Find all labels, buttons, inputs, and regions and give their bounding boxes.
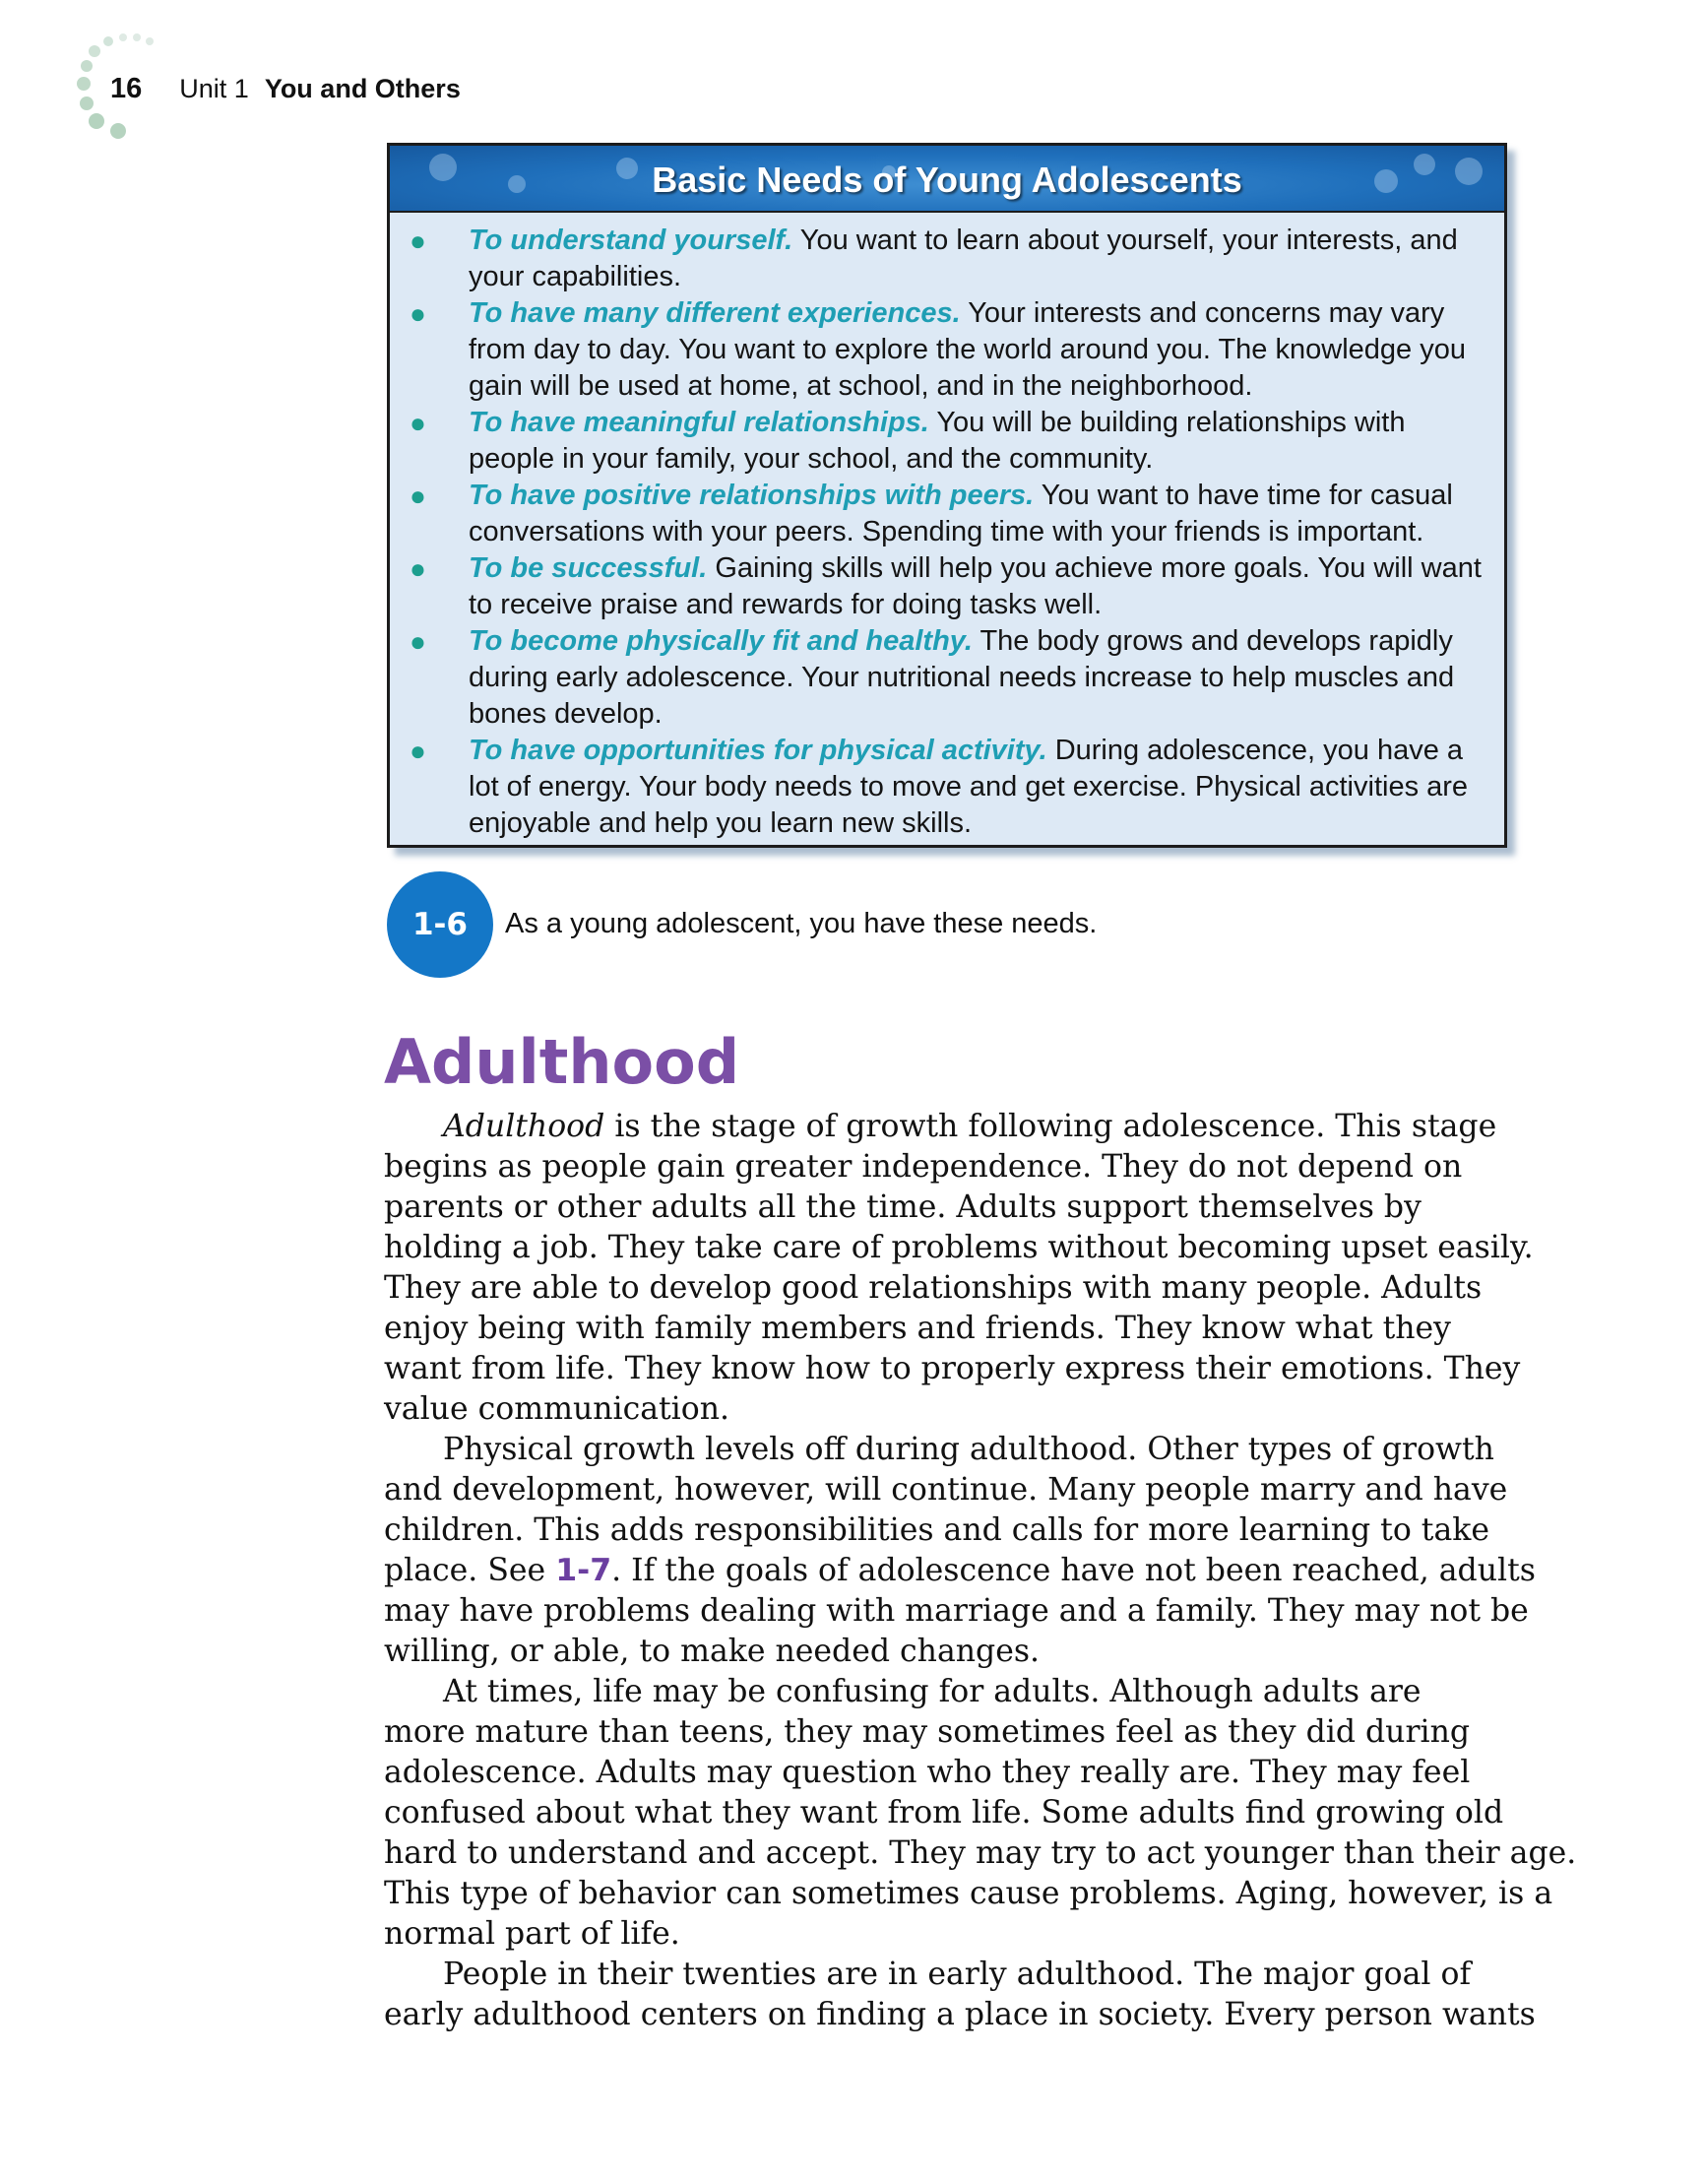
unit-label: Unit 1 (179, 74, 249, 103)
list-item: ● To have many different experiences. Your interests and concerns may vary from day to day. You want to explore the world around you. The knowledge you gain will be used at home, at school, and in the neighborhood. (410, 297, 1466, 402)
feature-box-title: Basic Needs of Young Adolescents (652, 160, 1242, 200)
body-text (384, 1107, 1577, 2035)
figure-caption: As a young adolescent, you have these needs. (505, 908, 1098, 939)
list-item: ● To have opportunities for physical activity. During adolescence, you have a lot of energy. Your body needs to move and get exercise. Physical activities are enjoyable and help you learn new skills. (410, 735, 1469, 839)
term-adulthood: Adulthood (443, 1109, 605, 1144)
section-heading: Adulthood (384, 1026, 740, 1098)
list-item: ● To be successful. Gaining skills will help you achieve more goals. You will want to receive praise and rewards for doing tasks well. (410, 552, 1482, 620)
page-number: 16 (110, 73, 143, 104)
list-item: ● To understand yourself. You want to learn about yourself, your interests, and your capabilities. (410, 225, 1458, 292)
basic-needs-box (387, 143, 1507, 848)
running-header (110, 73, 461, 105)
paragraph-4: People in their twenties are in early adulthood. The major goal of early adulthood centers on finding a place in society. Every person wants (384, 1957, 1536, 2032)
figure-number-badge: 1-6 (387, 871, 493, 978)
list-item: ● To become physically fit and healthy. The body grows and develops rapidly during early adolescence. Your nutritional needs increase to help muscles and bones develop. (410, 625, 1455, 730)
paragraph-1: Adulthood is the stage of growth following adolescence. This stage begins as people gain greater independence. They do not depend on parents or other adults all the time. Adults support themselves by holding a job. They take care of problems without becoming upset easily. They are able to develop good relationships with many people. Adults enjoy being with family members and friends. They know what they want from life. They know how to properly express their emotions. They value communication. (384, 1109, 1534, 1427)
paragraph-2: Physical growth levels off during adulthood. Other types of growth and development, however, will continue. Many people marry and have children. This adds responsibilities and calls for more learning to take place. See 1-7. If the goals of adolescence have not been reached, adults may have problems dealing with marriage and a family. They may not be willing, or able, to make needed changes. (384, 1432, 1536, 1669)
figure-reference-link[interactable]: 1-7 (555, 1553, 612, 1588)
list-item: ● To have meaningful relationships. You will be building relationships with people in your family, your school, and the community. (410, 407, 1406, 475)
needs-list (390, 213, 1504, 842)
paragraph-3: At times, life may be confusing for adults. Although adults are more mature than teens, they may sometimes feel as they did during adolescence. Adults may question who they really are. They may feel confused about what they want from life. Some adults find growing old hard to understand and accept. They may try to act younger than their age. This type of behavior can sometimes cause problems. Aging, however, is a normal part of life. (384, 1674, 1577, 1952)
unit-title: You and Others (264, 74, 461, 103)
list-item: ● To have positive relationships with peers. You want to have time for casual conversations with your peers. Spending time with your friends is important. (410, 480, 1453, 547)
feature-box-header (390, 146, 1504, 213)
